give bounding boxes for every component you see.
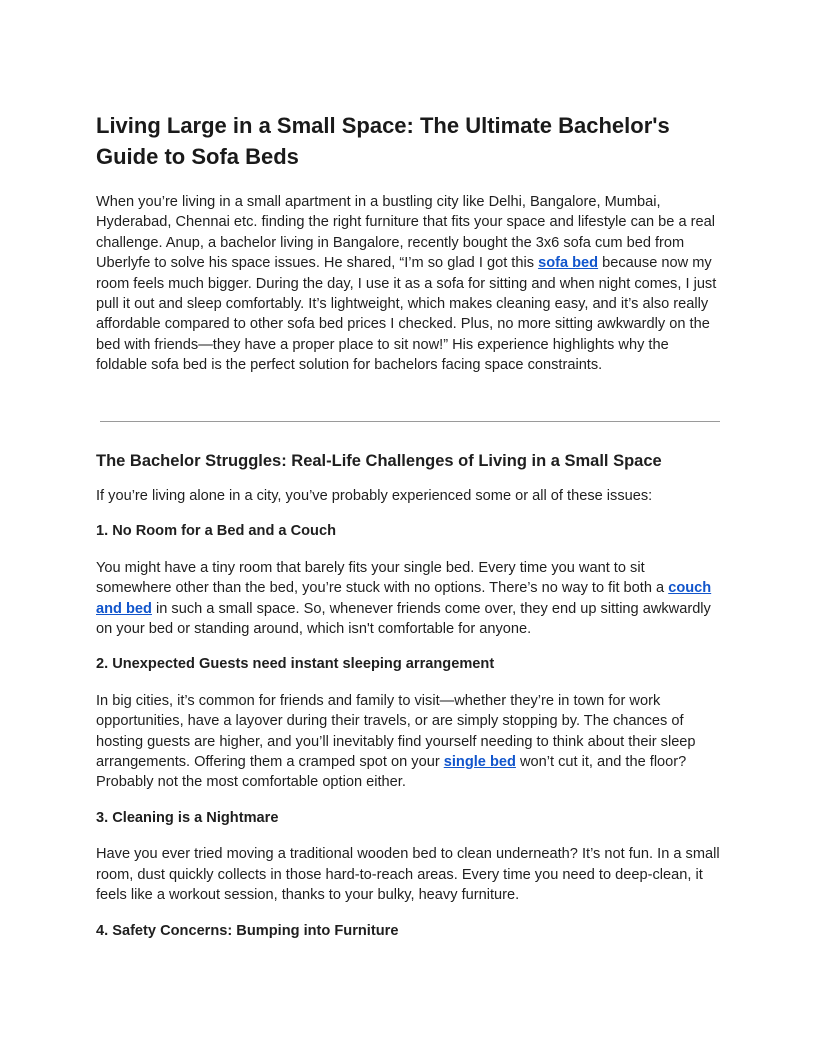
horizontal-divider [100,421,720,422]
couch-and-bed-link[interactable]: couch and bed [96,580,712,617]
intro-text-end: because now my room feels much bigger. During the day, I use it as a sofa for sitting and when night comes, I just pull it out and sleep comfortably. It’s lightweight, which makes cleaning easy, and it’s also really affordable compared to other sofa bed prices I checked. Plus, no more sitting awkwardly on the bed with friends—they have a proper place to sit now!” His experience highlights why the foldable sofa bed is the perfect solution for bachelors facing space constraints. [96,255,717,374]
document-page [96,110,720,939]
item-2-text-start: In big cities, it’s common for friends and family to visit—whether they’re in town for work opportunities, have a layover during their travels, or are simply stopping by. The chances of hosting guests are higher, and you’ll inevitably find yourself needing to think about their sleep arrangements. Offering them a cramped spot on your [96,692,696,771]
sofa-bed-link[interactable]: sofa bed [538,255,599,272]
item-3-heading: 3. Cleaning is a Nightmare [96,809,279,826]
single-bed-link[interactable]: single bed [443,754,516,771]
item-2-heading: 2. Unexpected Guests need instant sleeping arrangement [96,656,495,673]
section-lead: If you’re living alone in a city, you’ve probably experienced some or all of these issues: [96,488,653,504]
page-title: Living Large in a Small Space: The Ultimate Bachelor's Guide to Sofa Beds [96,113,670,169]
item-1-paragraph [96,558,720,640]
intro-paragraph [96,192,720,376]
item-2-text-end: won’t cut it, and the floor? Probably not the most comfortable option either. [96,754,687,791]
intro-text-start: When you’re living in a small apartment in a bustling city like Delhi, Bangalore, Mumbai, Hyderabad, Chennai etc. finding the right furniture that fits your space and lifestyle can be a real challenge. Anup, a bachelor living in Bangalore, recently bought the 3x6 sofa cum bed from Uberlyfe to solve his space issues. He shared, “I’m so glad I got this [96,194,715,272]
item-2-paragraph [96,691,720,793]
item-4-heading: 4. Safety Concerns: Bumping into Furniture [96,922,399,939]
item-1-heading: 1. No Room for a Bed and a Couch [96,523,337,540]
section-heading: The Bachelor Struggles: Real-Life Challenges of Living in a Small Space [96,452,662,470]
section-body [96,486,720,941]
item-3-paragraph: Have you ever tried moving a traditional wooden bed to clean underneath? It’s not fun. In a small room, dust quickly collects in those hard-to-reach areas. Every time you need to deep-clean, it feels like a workout session, thanks to your bulky, heavy furniture. [96,846,720,904]
item-1-text-end: in such a small space. So, whenever friends come over, they end up sitting awkwardly on your bed or standing around, which isn't comfortable for anyone. [96,600,711,638]
item-1-text-start: You might have a tiny room that barely fits your single bed. Every time you want to sit somewhere other than the bed, you’re stuck with no options. There’s no way to fit both a [96,559,669,597]
